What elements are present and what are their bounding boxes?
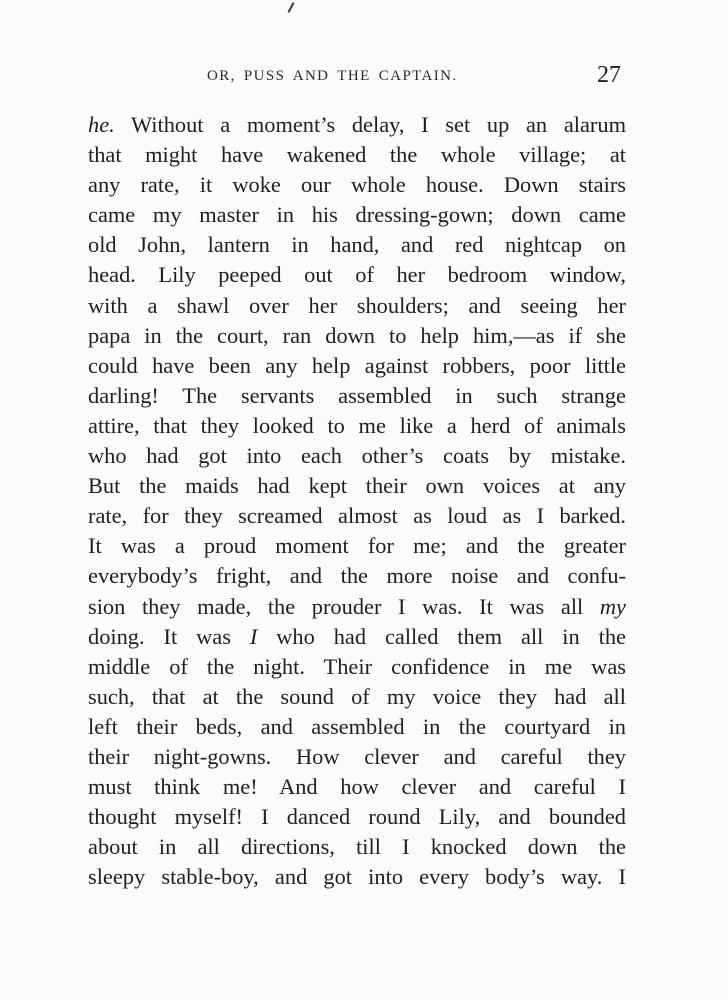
text-segment: that might have wakened the whole village; at — [88, 142, 626, 168]
text-segment: old John, lantern in hand, and red nightcap on — [88, 232, 626, 258]
text-line — [88, 622, 626, 652]
text-line — [88, 802, 626, 832]
text-segment: thought myself! I danced round Lily, and bounded — [88, 804, 626, 830]
text-line — [88, 260, 626, 290]
text-line — [88, 170, 626, 200]
text-segment: rate, for they screamed almost as loud as I barked. — [88, 503, 626, 529]
text-line — [88, 561, 626, 591]
text-segment: about in all directions, till I knocked down the — [88, 834, 626, 860]
text-line — [88, 772, 626, 802]
text-segment: must think me! And how clever and careful I — [88, 774, 626, 800]
text-segment: left their beds, and assembled in the courtyard in — [88, 713, 626, 739]
text-line — [88, 531, 626, 561]
text-line — [88, 652, 626, 682]
body-text — [88, 110, 626, 892]
running-head — [0, 62, 728, 92]
page-number: 27 — [597, 62, 621, 88]
text-line — [88, 712, 626, 742]
ink-speck — [288, 2, 295, 13]
text-line — [88, 742, 626, 772]
text-line — [88, 862, 626, 892]
text-segment: It was a proud moment for me; and the greater — [88, 533, 626, 559]
text-segment: with a shawl over her shoulders; and seeing her — [88, 292, 626, 318]
italic-text: he. — [88, 112, 115, 137]
text-segment: who had called them all in the — [257, 623, 626, 649]
italic-text: my — [599, 593, 626, 619]
text-line — [88, 230, 626, 260]
text-segment: sleepy stable-boy, and got into every body’s way. I — [88, 864, 626, 890]
text-line — [88, 291, 626, 321]
text-line — [88, 321, 626, 351]
text-line — [88, 832, 626, 862]
text-segment: any rate, it woke our whole house. Down stairs — [88, 172, 626, 198]
text-line — [88, 140, 626, 170]
text-segment: sion they made, the prouder I was. It was all — [88, 593, 600, 619]
text-segment: came my master in his dressing-gown; down came — [88, 202, 626, 228]
text-line — [88, 200, 626, 230]
text-segment: Without a moment’s delay, I set up an alarum — [114, 112, 626, 137]
text-segment: could have been any help against robbers, poor little — [88, 352, 626, 378]
text-line — [88, 592, 626, 622]
text-segment: attire, that they looked to me like a herd of animals — [88, 412, 626, 438]
italic-text: I — [249, 623, 258, 649]
text-line — [88, 682, 626, 712]
text-segment: who had got into each other’s coats by mistake. — [88, 443, 626, 469]
text-line — [88, 411, 626, 441]
text-line — [88, 441, 626, 471]
text-segment: their night-gowns. How clever and careful they — [88, 743, 626, 769]
running-title: OR, PUSS AND THE CAPTAIN. — [207, 68, 458, 84]
text-segment: darling! The servants assembled in such strange — [88, 382, 626, 408]
text-segment: doing. It was — [88, 623, 250, 649]
text-segment: middle of the night. Their confidence in me was — [88, 653, 626, 679]
text-segment: papa in the court, ran down to help him,—as if she — [88, 322, 626, 348]
text-segment: everybody’s fright, and the more noise and confu- — [88, 563, 626, 589]
text-segment: head. Lily peeped out of her bedroom window, — [88, 262, 626, 288]
text-segment: But the maids had kept their own voices at any — [88, 473, 626, 499]
text-segment: such, that at the sound of my voice they had all — [88, 683, 626, 709]
text-line — [88, 501, 626, 531]
text-line — [88, 381, 626, 411]
text-line — [88, 110, 626, 140]
text-line — [88, 471, 626, 501]
text-line — [88, 351, 626, 381]
